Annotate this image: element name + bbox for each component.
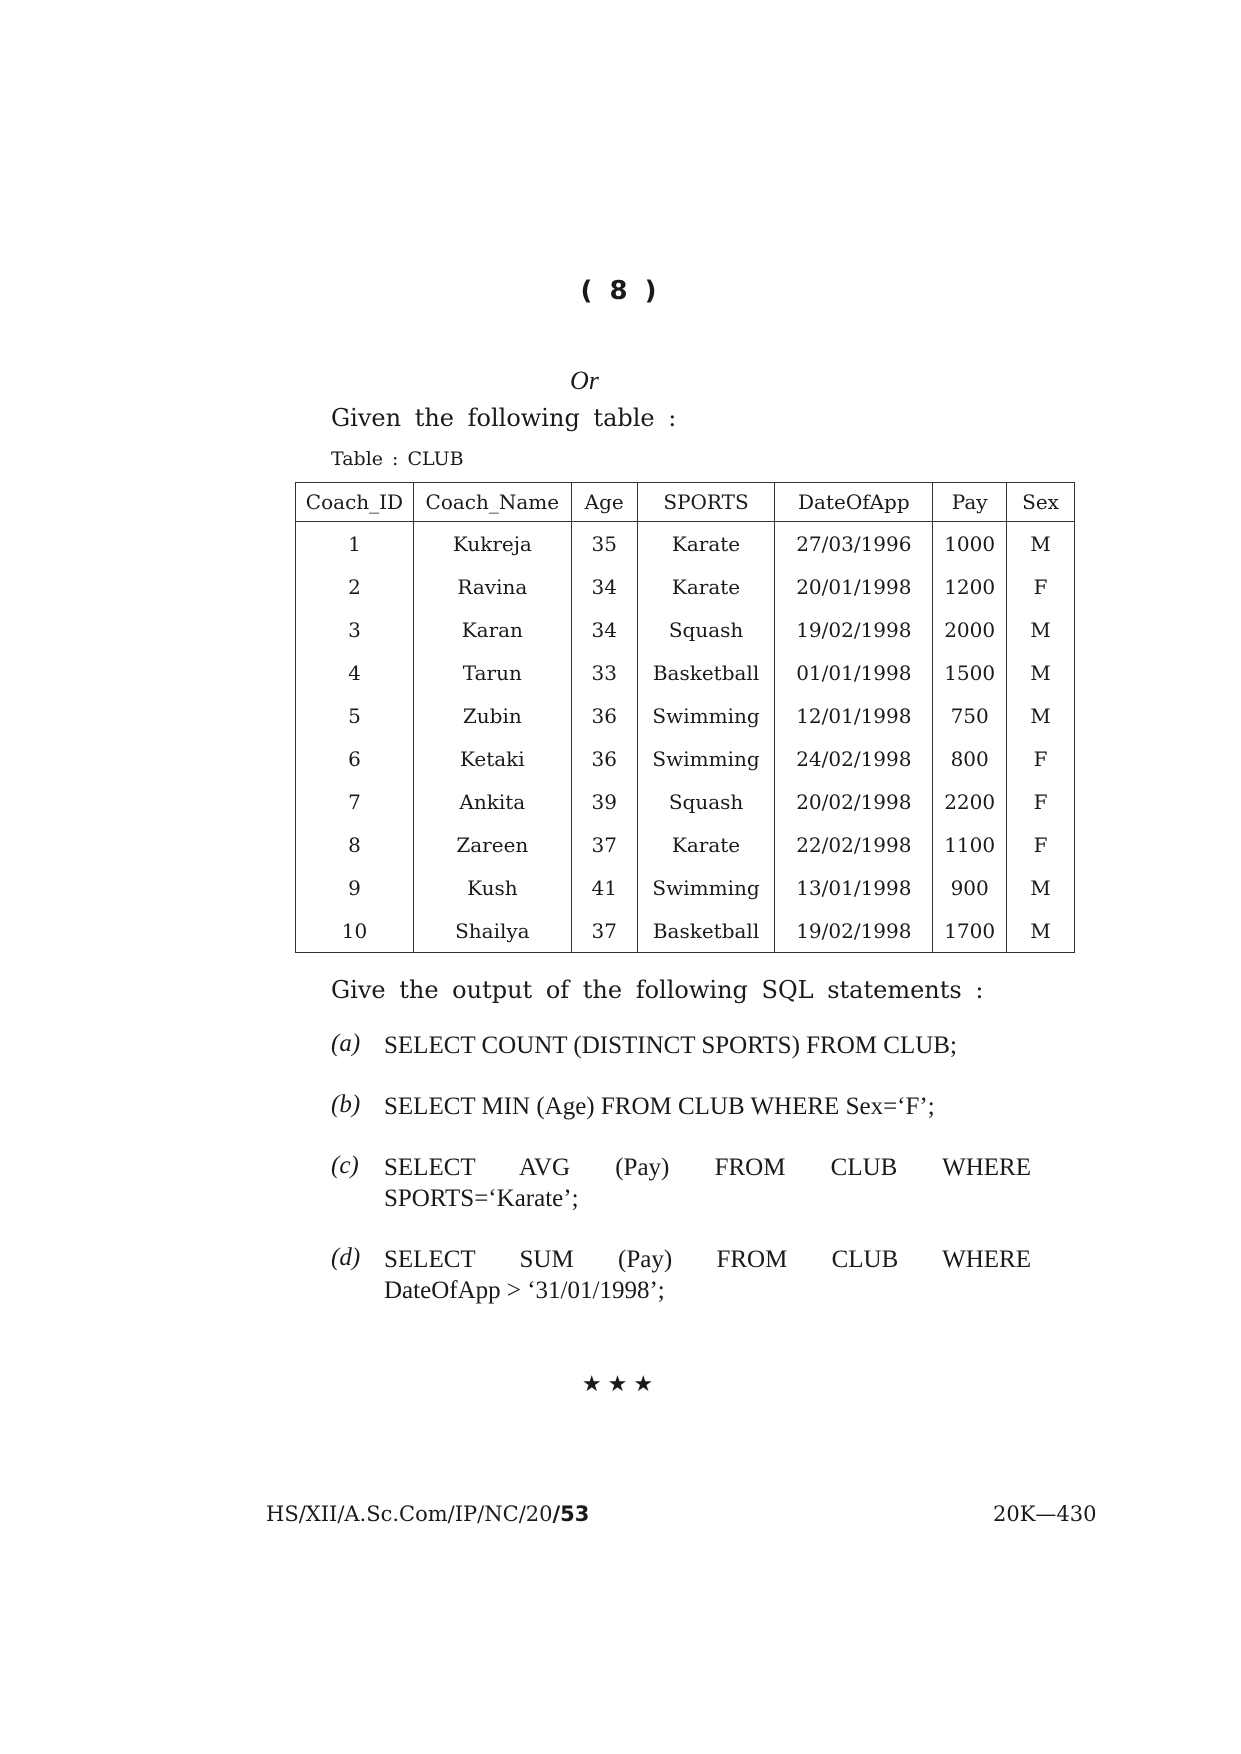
table-cell: 6 [296, 737, 414, 780]
table-cell: M [1007, 651, 1075, 694]
table-cell: Ankita [413, 780, 571, 823]
table-row [296, 737, 1075, 780]
table-cell: F [1007, 565, 1075, 608]
table-cell: 13/01/1998 [775, 866, 933, 909]
table-cell: Squash [637, 608, 775, 651]
table-row [296, 608, 1075, 651]
sql-statement [384, 1091, 1031, 1122]
table-row [296, 909, 1075, 953]
table-cell: 2 [296, 565, 414, 608]
table-cell: 1000 [933, 522, 1007, 566]
footer-paper-code [266, 1502, 589, 1526]
table-cell: 34 [571, 565, 637, 608]
table-cell: 34 [571, 608, 637, 651]
table-cell: Basketball [637, 651, 775, 694]
table-cell: 37 [571, 909, 637, 953]
table-row [296, 694, 1075, 737]
table-cell: Zareen [413, 823, 571, 866]
table-cell: 800 [933, 737, 1007, 780]
table-cell: Swimming [637, 694, 775, 737]
table-cell: M [1007, 866, 1075, 909]
table-cell: 20/02/1998 [775, 780, 933, 823]
table-cell: F [1007, 737, 1075, 780]
column-header: Coach_ID [296, 483, 414, 522]
table-cell: 5 [296, 694, 414, 737]
table-cell: 01/01/1998 [775, 651, 933, 694]
column-header: SPORTS [637, 483, 775, 522]
table-cell: 2200 [933, 780, 1007, 823]
table-cell: Ketaki [413, 737, 571, 780]
table-cell: M [1007, 694, 1075, 737]
table-cell: 1500 [933, 651, 1007, 694]
table-cell: 7 [296, 780, 414, 823]
table-cell: 1100 [933, 823, 1007, 866]
table-cell: 4 [296, 651, 414, 694]
sql-statement [384, 1244, 1031, 1306]
footer-code-bold: /53 [552, 1502, 590, 1526]
table-cell: 20/01/1998 [775, 565, 933, 608]
table-cell: 36 [571, 694, 637, 737]
column-header: DateOfApp [775, 483, 933, 522]
table-cell: 33 [571, 651, 637, 694]
club-table [295, 482, 1075, 953]
intro-text: Given the following table : [331, 404, 677, 432]
item-label: (d) [331, 1244, 361, 1271]
item-label: (b) [331, 1091, 361, 1118]
table-cell: Karan [413, 608, 571, 651]
sql-statement [384, 1152, 1031, 1214]
item-label: (c) [331, 1152, 359, 1179]
table-row [296, 866, 1075, 909]
table-cell: M [1007, 522, 1075, 566]
table-cell: Karate [637, 522, 775, 566]
table-cell: 8 [296, 823, 414, 866]
table-cell: Tarun [413, 651, 571, 694]
table-cell: Karate [637, 565, 775, 608]
sql-line: SELECT SUM (Pay) FROM CLUB WHERE [384, 1246, 1031, 1273]
table-cell: Kukreja [413, 522, 571, 566]
column-header: Age [571, 483, 637, 522]
table-cell: 39 [571, 780, 637, 823]
table-cell: Zubin [413, 694, 571, 737]
table-cell: Squash [637, 780, 775, 823]
sql-line: SELECT MIN (Age) FROM CLUB WHERE Sex=‘F’; [384, 1093, 935, 1120]
table-cell: 41 [571, 866, 637, 909]
table-cell: Basketball [637, 909, 775, 953]
table-cell: 36 [571, 737, 637, 780]
table-cell: 3 [296, 608, 414, 651]
table-cell: Swimming [637, 737, 775, 780]
table-cell: 1 [296, 522, 414, 566]
table-cell: 12/01/1998 [775, 694, 933, 737]
table-row [296, 780, 1075, 823]
sql-line: SPORTS=‘Karate’; [384, 1185, 579, 1212]
table-cell: 22/02/1998 [775, 823, 933, 866]
table-cell: Ravina [413, 565, 571, 608]
table-cell: 2000 [933, 608, 1007, 651]
table-cell: F [1007, 780, 1075, 823]
table-cell: 24/02/1998 [775, 737, 933, 780]
column-header: Coach_Name [413, 483, 571, 522]
footer-code-text: HS/XII/A.Sc.Com/IP/NC/20 [266, 1502, 553, 1526]
sql-line: SELECT AVG (Pay) FROM CLUB WHERE [384, 1154, 1031, 1181]
table-cell: 1200 [933, 565, 1007, 608]
table-cell: M [1007, 608, 1075, 651]
page-number: ( 8 ) [580, 276, 661, 306]
table-cell: 35 [571, 522, 637, 566]
table-cell: Swimming [637, 866, 775, 909]
sql-statement [384, 1030, 1031, 1061]
table-row [296, 823, 1075, 866]
item-label: (a) [331, 1030, 361, 1057]
table-cell: F [1007, 823, 1075, 866]
table-cell: 750 [933, 694, 1007, 737]
table-cell: 37 [571, 823, 637, 866]
table-cell: M [1007, 909, 1075, 953]
table-cell: Shailya [413, 909, 571, 953]
table-cell: 19/02/1998 [775, 909, 933, 953]
end-stars: ★★★ [581, 1372, 660, 1397]
footer-print-code: 20K—430 [993, 1502, 1097, 1526]
table-cell: 19/02/1998 [775, 608, 933, 651]
column-header: Sex [1007, 483, 1075, 522]
table-cell: 900 [933, 866, 1007, 909]
column-header: Pay [933, 483, 1007, 522]
table-caption: Table : CLUB [331, 448, 464, 470]
table-cell: 10 [296, 909, 414, 953]
question-prompt: Give the output of the following SQL statements : [331, 976, 984, 1004]
table-row [296, 565, 1075, 608]
or-label: Or [570, 366, 599, 395]
sql-line: SELECT COUNT (DISTINCT SPORTS) FROM CLUB; [384, 1032, 957, 1059]
table-cell: Kush [413, 866, 571, 909]
table-row [296, 651, 1075, 694]
table-row [296, 522, 1075, 566]
table-cell: Karate [637, 823, 775, 866]
table-header-row [296, 483, 1075, 522]
sql-line: DateOfApp > ‘31/01/1998’; [384, 1277, 665, 1304]
table-cell: 27/03/1996 [775, 522, 933, 566]
table-cell: 9 [296, 866, 414, 909]
table-cell: 1700 [933, 909, 1007, 953]
